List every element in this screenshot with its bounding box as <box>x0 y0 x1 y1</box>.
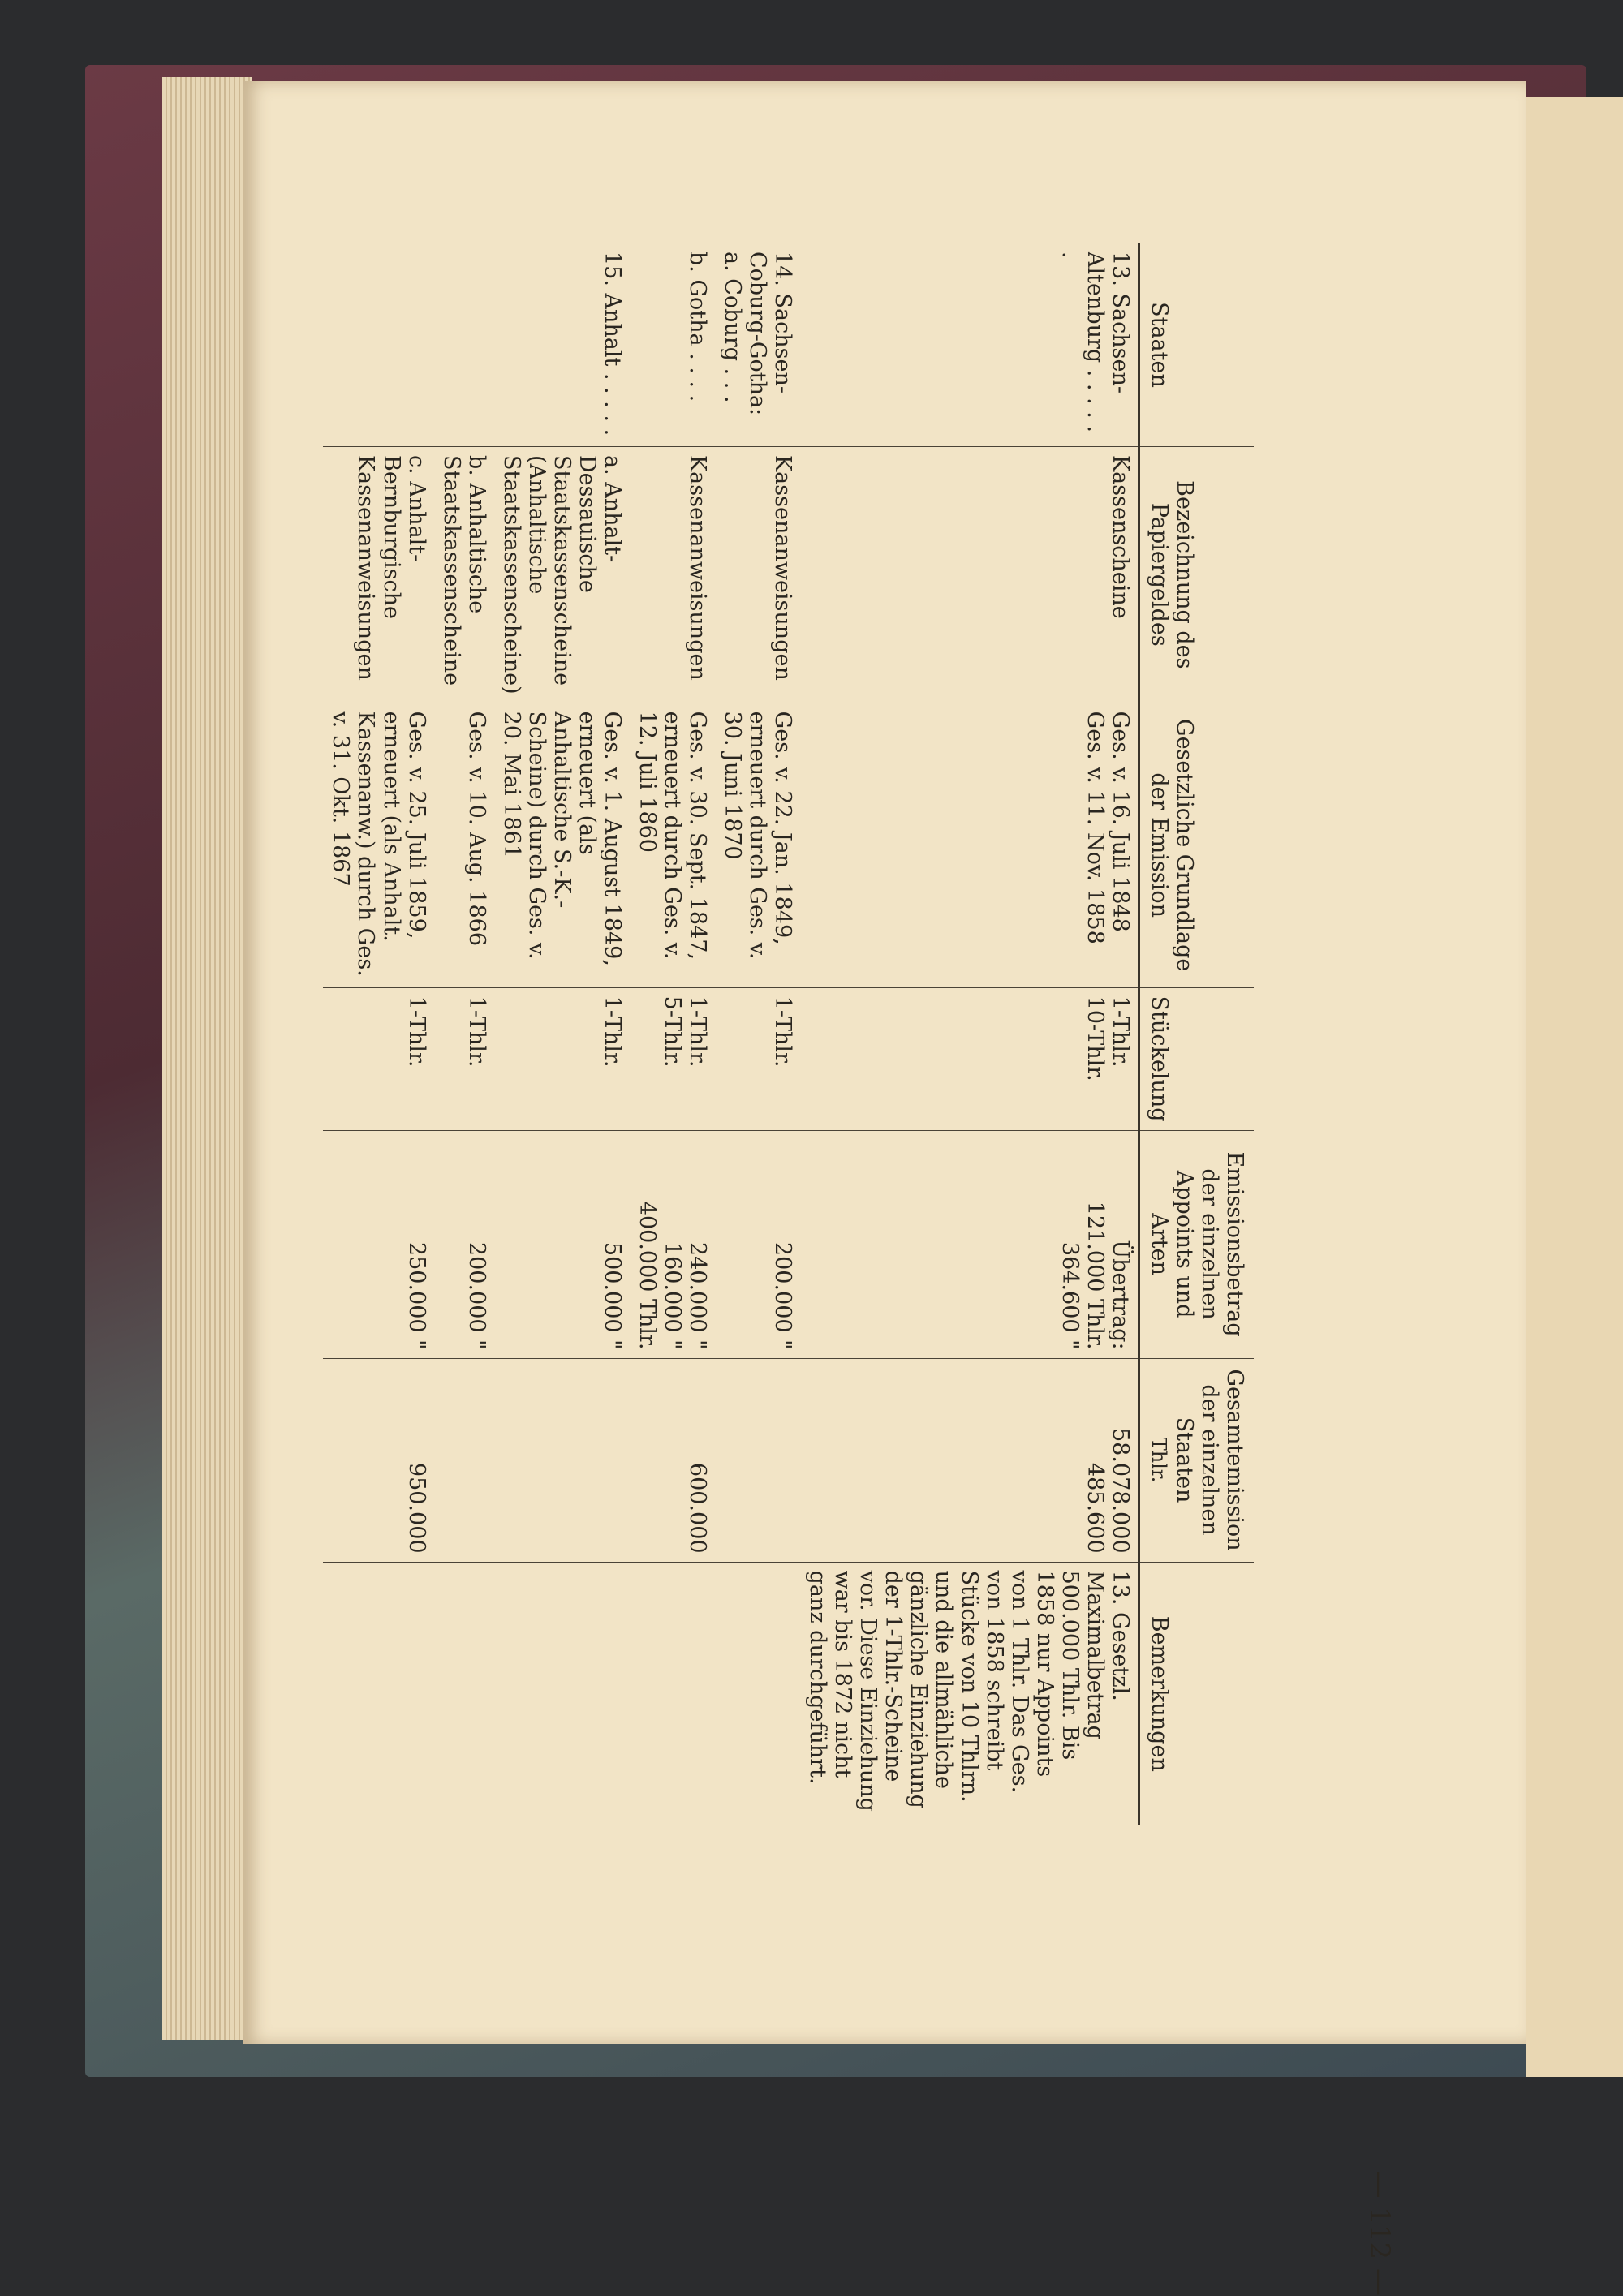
cell-stueckelung: 1-Thlr. 10-Thlr. <box>800 987 1139 1130</box>
cell-betrag: 250.000 " <box>323 1130 433 1358</box>
cell-bemerkungen <box>630 1562 715 1825</box>
emission-table <box>323 243 1254 1825</box>
cell-grundlage: Ges. v. 25. Juli 1859, erneuert (als Anhalt. Kassenanw.) durch Ges. v. 31. Okt. 1867 <box>323 703 433 987</box>
cell-staat: b. Gotha . . . . <box>685 252 711 402</box>
cell-gesamt <box>494 1358 630 1562</box>
header-stueckelung: Stückelung <box>1139 987 1254 1130</box>
page-edges <box>162 77 252 2040</box>
header-grundlage: Gesetzliche Grundlage der Emission <box>1139 703 1254 987</box>
cell-bemerkungen <box>494 1562 630 1825</box>
table-row <box>323 243 433 1825</box>
cell-grundlage: Ges. v. 1. August 1849, erneuert (als Anhaltische S.-K.-Scheine) durch Ges. v. 20. Mai 1861 <box>494 703 630 987</box>
cell-staat: 13. Sachsen-Altenburg . . . . . . <box>1057 252 1133 433</box>
cell-bezeichnung: c. Anhalt-Bernburgische Kassenanweisungen <box>323 447 433 703</box>
cell-bezeichnung: Kassenscheine <box>800 447 1139 703</box>
header-gesamt-label: Gesamtemission der einzelnen Staaten <box>1171 1369 1247 1551</box>
cell-stueckelung: 1-Thlr. <box>494 987 630 1130</box>
cell-gesamt: 58.078.000 485.600 <box>800 1358 1139 1562</box>
cell-grundlage: Ges. v. 22. Jan. 1849, erneuert durch Ges. v. 30. Juni 1870 <box>715 703 800 987</box>
cell-stueckelung: 1-Thlr. <box>434 987 494 1130</box>
cell-gesamt: 600.000 <box>630 1358 715 1562</box>
cell-gesamt <box>434 1358 494 1562</box>
table-row <box>715 243 800 1825</box>
table-row <box>494 243 630 1825</box>
cell-bemerkungen: 13. Gesetzl. Maximalbetrag 500.000 Thlr. Bis 1858 nur Appoints von 1 Thlr. Das Ges. von 1858 schreibt Stücke von 10 Thlrn. und die allmähliche gänzliche Einziehung der 1-Thlr.-Scheine vor. Diese Einziehung war bis 1872 nicht ganz durchgeführt. <box>800 1562 1139 1825</box>
cell-bemerkungen <box>715 1562 800 1825</box>
cell-staat <box>434 243 494 447</box>
cell-gesamt: 950.000 <box>323 1358 433 1562</box>
cell-staat: 14. Sachsen-Coburg-Gotha: a. Coburg . . . <box>720 252 796 416</box>
cell-betrag: Übertrag: 121.000 Thlr. 364.600 " <box>800 1130 1139 1358</box>
cell-stueckelung: 1-Thlr. <box>715 987 800 1130</box>
header-betrag: Emissionsbetrag der einzelnen Appoints und Arten <box>1139 1130 1254 1358</box>
rotated-table-page <box>328 243 1396 2296</box>
cell-grundlage: Ges. v. 30. Sept. 1847, erneuert durch Ges. v. 12. Juli 1860 <box>630 703 715 987</box>
facing-page <box>1526 97 1623 2077</box>
table-body <box>323 243 1139 1825</box>
cell-gesamt <box>715 1358 800 1562</box>
cell-bemerkungen <box>323 1562 433 1825</box>
cell-betrag: 200.000 " <box>434 1130 494 1358</box>
cell-staat: 15. Anhalt . . . . . <box>599 252 625 436</box>
cell-betrag: 200.000 " <box>715 1130 800 1358</box>
table-row <box>630 243 715 1825</box>
cell-stueckelung: 1-Thlr. <box>323 987 433 1130</box>
cell-stueckelung: 1-Thlr. 5-Thlr. <box>630 987 715 1130</box>
cell-grundlage: Ges. v. 10. Aug. 1866 <box>434 703 494 987</box>
page-number: — 112 — <box>1363 2170 1396 2296</box>
table-row <box>434 243 494 1825</box>
cell-bezeichnung: Kassenanweisungen <box>715 447 800 703</box>
cell-bezeichnung: a. Anhalt-Dessauische Staatskassenscheine (Anhaltische Staatskassenscheine) <box>494 447 630 703</box>
header-staaten: Staaten <box>1139 243 1254 447</box>
cell-staat <box>323 243 433 447</box>
header-bemerkungen: Bemerkungen <box>1139 1562 1254 1825</box>
cell-betrag: 240.000 " 160.000 " 400.000 Thlr. <box>630 1130 715 1358</box>
cell-bemerkungen <box>434 1562 494 1825</box>
header-bezeichnung: Bezeichnung des Papiergeldes <box>1139 447 1254 703</box>
header-row <box>1139 243 1254 1825</box>
header-gesamt <box>1139 1358 1254 1562</box>
table-row <box>800 243 1139 1825</box>
header-gesamt-unit: Thlr. <box>1147 1437 1170 1483</box>
cell-bezeichnung: Kassenanweisungen <box>630 447 715 703</box>
cell-grundlage: Ges. v. 16. Juli 1848 Ges. v. 11. Nov. 1858 <box>800 703 1139 987</box>
cell-bezeichnung: b. Anhaltische Staatskassenscheine <box>434 447 494 703</box>
cell-betrag: 500.000 " <box>494 1130 630 1358</box>
